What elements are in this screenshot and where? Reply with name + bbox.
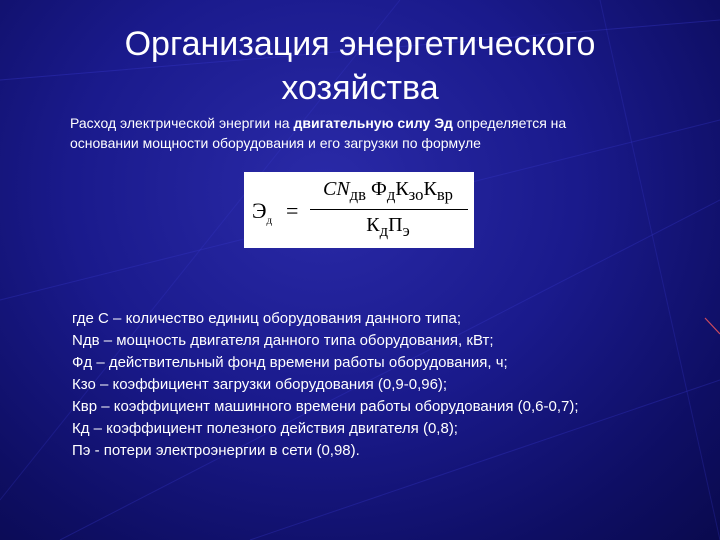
definition-kvr: Квр – коэффициент машинного времени работы оборудования (0,6-0,7);	[72, 398, 579, 415]
definition-kzo: Кзо – коэффициент загрузки оборудования (0,9-0,96);	[72, 376, 448, 393]
definition-ndv: Nдв – мощность двигателя данного типа оборудования, кВт;	[72, 332, 494, 349]
definitions-list	[72, 308, 702, 462]
slide-title: Организация энергетического хозяйства	[124, 25, 596, 107]
formula-denominator: $К_дП_э$	[366, 214, 410, 240]
intro-text-bold: двигательную силу Эд	[293, 115, 453, 131]
definition-kd: Кд – коэффициент полезного действия двигателя (0,8);	[72, 420, 458, 437]
formula-fraction-bar	[310, 209, 468, 210]
definition-fd: Фд – действительный фонд времени работы оборудования, ч;	[72, 354, 508, 371]
formula-numerator: $CN_{дв}$ $Ф_дК_{зо}К_{вр}$	[322, 178, 454, 204]
intro-text-part2: определяется на основании мощности оборудования и его загрузки по формуле	[70, 115, 567, 151]
formula-box	[244, 172, 474, 248]
formula-equals: =	[286, 198, 299, 223]
intro-text	[70, 113, 590, 153]
intro-text-part1: Расход электрической энергии на	[70, 115, 294, 131]
formula-lhs: $Э_д$	[252, 198, 273, 227]
definition-pe: Пэ - потери электроэнергии в сети (0,98).	[72, 442, 360, 459]
definition-c: где С – количество единиц оборудования данного типа;	[72, 310, 462, 327]
